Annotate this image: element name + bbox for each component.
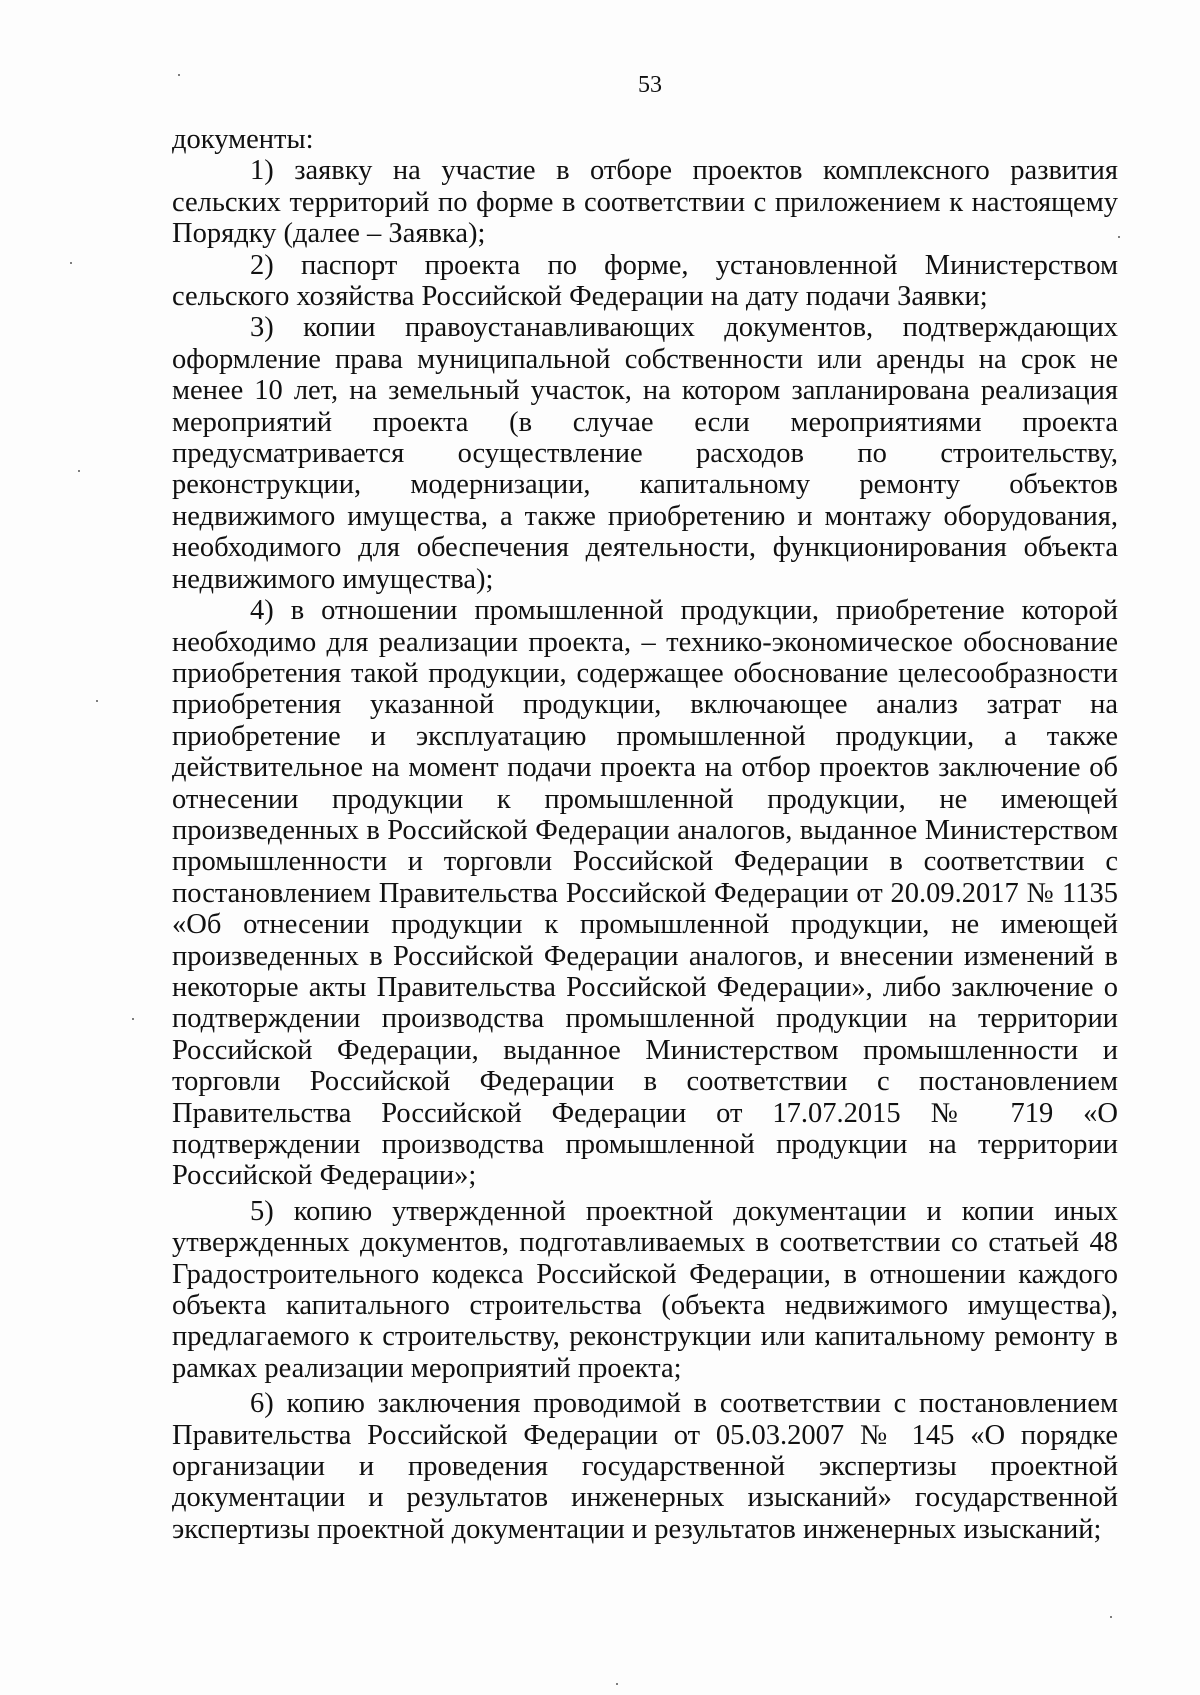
scan-speck bbox=[78, 470, 80, 472]
paragraph-item-6: 6) копию заключения проводимой в соответствии с постановлением Правительства Российской Федерации от 05.03.2007 № 145 «О порядке организации и проведения государственной экспертизы проектной документации и результатов инженерных изысканий» государственной экспертизы проектной документации и результатов инженерных изысканий; bbox=[172, 1388, 1118, 1545]
paragraph-intro: документы: bbox=[172, 124, 314, 155]
paragraph-item-5: 5) копию утвержденной проектной документации и копии иных утвержденных документов, подготавливаемых в соответствии со статьей 48 Градостроительного кодекса Российской Федерации, в отношении каждого объекта капитального строительства (объекта недвижимого имущества), предлагаемого к строительству, реконструкции или капитальному ремонту в рамках реализации мероприятий проекта; bbox=[172, 1195, 1118, 1384]
scan-speck bbox=[96, 700, 98, 702]
page-number: 53 bbox=[638, 72, 662, 98]
document-body bbox=[172, 124, 1118, 1545]
scan-speck bbox=[1110, 1616, 1112, 1618]
scan-speck bbox=[178, 74, 180, 76]
scan-speck bbox=[616, 1683, 618, 1685]
paragraph-item-1: 1) заявку на участие в отборе проектов комплексного развития сельских территорий по форме в соответствии с приложением к настоящему Порядку (далее – Заявка); bbox=[172, 155, 1118, 250]
scan-speck bbox=[132, 1018, 134, 1020]
paragraph-item-4: 4) в отношении промышленной продукции, приобретение которой необходимо для реализации проекта, – технико-экономическое обоснование приобретения такой продукции, содержащее обоснование целесообразности приобретения указанной продукции, включающее анализ затрат на приобретение и эксплуатацию промышленной продукции, а также действительное на момент подачи проекта на отбор проектов заключение об отнесении продукции к промышленной продукции, не имеющей произведенных в Российской Федерации аналогов, выданное Министерством промышленности и торговли Российской Федерации в соответствии с постановлением Правительства Российской Федерации от 20.09.2017 № 1135 «Об отнесении продукции к промышленной продукции, не имеющей произведенных в Российской Федерации аналогов, и внесении изменений в некоторые акты Правительства Российской Федерации», либо заключение о подтверждении производства промышленной продукции на территории Российской Федерации, выданное Министерством промышленности и торговли Российской Федерации в соответствии с постановлением Правительства Российской Федерации от 17.07.2015 № 719 «О подтверждении производства промышленной продукции на территории Российской Федерации»; bbox=[172, 595, 1118, 1192]
paragraph-item-3: 3) копии правоустанавливающих документов, подтверждающих оформление права муниципальной собственности или аренды на срок не менее 10 лет, на земельный участок, на котором запланирована реализация мероприятий проекта (в случае если мероприятиями проекта предусматривается осуществление расходов по строительству, реконструкции, модернизации, капитальному ремонту объектов недвижимого имущества, а также приобретению и монтажу оборудования, необходимого для обеспечения деятельности, функционирования объекта недвижимого имущества); bbox=[172, 312, 1118, 595]
scan-speck bbox=[1118, 236, 1120, 238]
scan-speck bbox=[70, 262, 72, 264]
paragraph-item-2: 2) паспорт проекта по форме, установленной Министерством сельского хозяйства Российской Федерации на дату подачи Заявки; bbox=[172, 249, 1118, 313]
